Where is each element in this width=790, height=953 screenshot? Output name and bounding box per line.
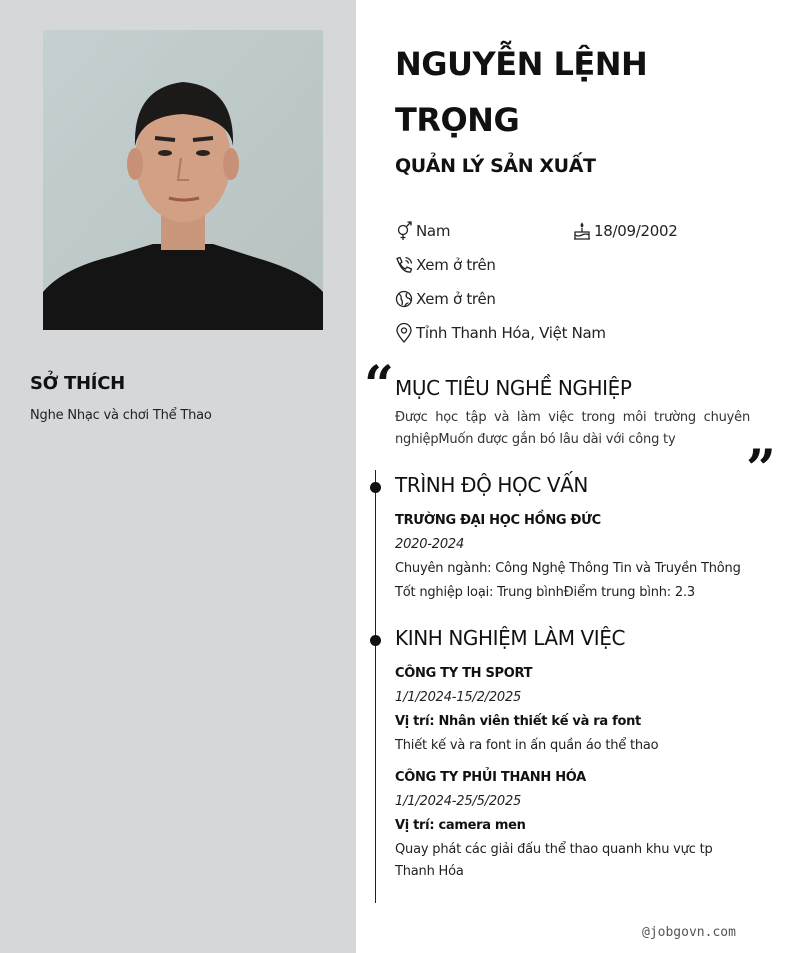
timeline-dot-experience — [370, 635, 381, 646]
sidebar — [0, 0, 356, 953]
phone-row — [394, 255, 496, 275]
address-row — [394, 323, 606, 343]
objective-title: MỤC TIÊU NGHỀ NGHIỆP — [395, 376, 632, 400]
objective-text: Được học tập và làm việc trong môi trường chuyên nghiệpMuốn được gắn bó lâu dài với công ty — [395, 410, 750, 447]
job-period: 1/1/2024-25/5/2025 — [395, 794, 522, 809]
education-title: TRÌNH ĐỘ HỌC VẤN — [395, 473, 588, 497]
education-major: Chuyên ngành: Công Nghệ Thông Tin và Truyền Thông — [395, 561, 741, 576]
phone-value: Xem ở trên — [416, 256, 496, 274]
job-description: Thiết kế và ra font in ấn quần áo thể thao — [395, 738, 659, 753]
education-school: TRƯỜNG ĐẠI HỌC HỒNG ĐỨC — [395, 513, 601, 528]
birthdate-row — [572, 221, 677, 241]
education-period: 2020-2024 — [395, 537, 465, 552]
profile-photo — [43, 30, 323, 330]
candidate-name: NGUYỄN LỆNH TRỌNG — [395, 45, 648, 139]
website-value: Xem ở trên — [416, 290, 496, 308]
gender-row — [394, 221, 450, 241]
birthdate-value: 18/09/2002 — [594, 222, 678, 240]
job-position: Vị trí: camera men — [395, 818, 526, 833]
website-row — [394, 289, 496, 309]
cake-icon — [572, 221, 592, 241]
globe-icon — [394, 289, 414, 309]
quote-close-icon: ” — [746, 439, 776, 500]
profile-photo-image — [43, 30, 323, 330]
quote-open-icon: “ — [364, 355, 394, 416]
job-company: CÔNG TY TH SPORT — [395, 666, 533, 681]
map-pin-icon — [394, 323, 414, 343]
timeline-dot-education — [370, 482, 381, 493]
address-value: Tỉnh Thanh Hóa, Việt Nam — [416, 324, 606, 342]
experience-title: KINH NGHIỆM LÀM VIỆC — [395, 626, 626, 650]
timeline-line — [375, 470, 376, 903]
job-title: QUẢN LÝ SẢN XUẤT — [395, 155, 596, 177]
hobbies-title: SỞ THÍCH — [30, 373, 125, 394]
job-company: CÔNG TY PHỦI THANH HÓA — [395, 770, 586, 785]
hobbies-text: Nghe Nhạc và chơi Thể Thao — [30, 408, 212, 423]
job-description: Quay phát các giải đấu thể thao quanh khu vực tp Thanh Hóa — [395, 842, 713, 879]
job-position: Vị trí: Nhân viên thiết kế và ra font — [395, 714, 641, 729]
gender-icon — [394, 221, 414, 241]
main-content — [356, 0, 790, 953]
job-period: 1/1/2024-15/2/2025 — [395, 690, 522, 705]
phone-icon — [394, 255, 414, 275]
gender-value: Nam — [416, 222, 451, 240]
education-grade: Tốt nghiệp loại: Trung bìnhĐiểm trung bình: 2.3 — [395, 585, 695, 600]
watermark: @jobgovn.com — [642, 925, 736, 940]
